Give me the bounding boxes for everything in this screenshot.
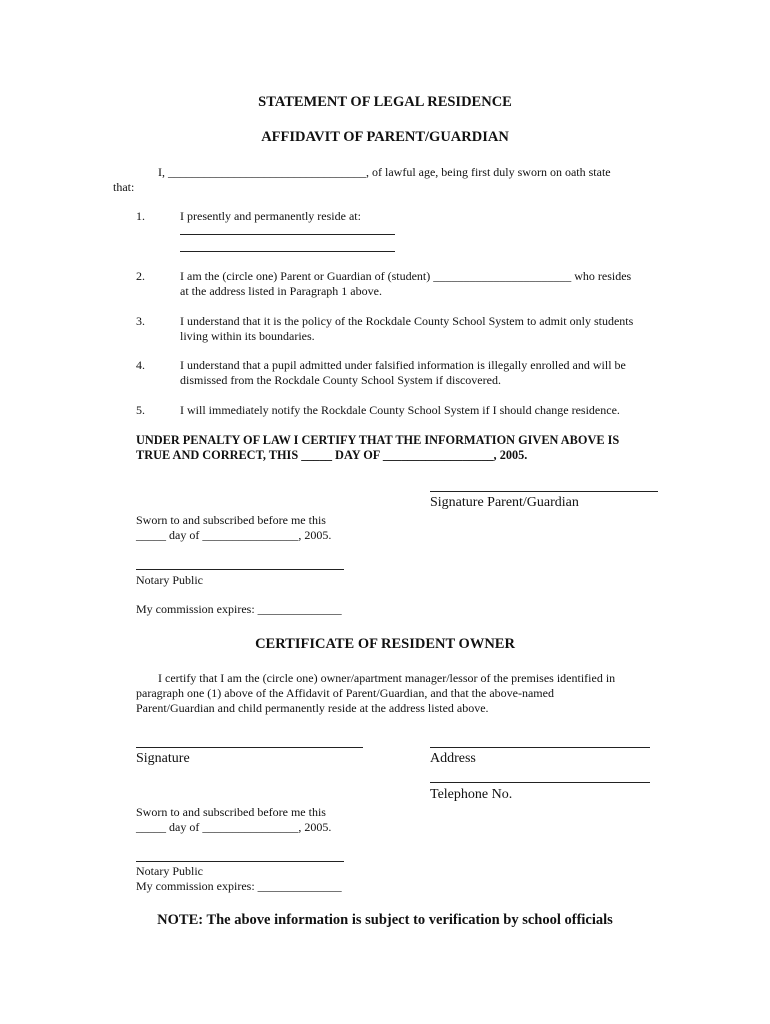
parent-signature-line[interactable] <box>430 491 658 492</box>
certificate-line-3: Parent/Guardian and child permanently reside at the address listed above. <box>136 701 489 715</box>
item-2-text-2: at the address listed in Paragraph 1 above. <box>180 284 382 298</box>
sworn-1-line-2: _____ day of ________________, 2005. <box>136 528 332 542</box>
document-subtitle: AFFIDAVIT OF PARENT/GUARDIAN <box>261 129 509 145</box>
certificate-line-1: I certify that I am the (circle one) owner/apartment manager/lessor of the premises identified in <box>158 671 616 685</box>
item-3-text-1: I understand that it is the policy of the Rockdale County School System to admit only students <box>180 314 634 328</box>
item-4-number: 4. <box>136 358 145 372</box>
address-signature-line[interactable] <box>430 747 650 748</box>
item-5-text: I will immediately notify the Rockdale County School System if I should change residence. <box>180 403 620 417</box>
address-line-2[interactable] <box>180 251 395 252</box>
telephone-label: Telephone No. <box>430 787 513 802</box>
parent-signature-label: Signature Parent/Guardian <box>430 495 579 510</box>
item-4-text-1: I understand that a pupil admitted under falsified information is illegally enrolled and will be <box>180 358 626 372</box>
address-label: Address <box>430 751 476 766</box>
penalty-line-2: TRUE AND CORRECT, THIS _____ DAY OF __________________, 2005. <box>136 448 528 462</box>
commission-2: My commission expires: ______________ <box>136 879 342 893</box>
item-2-text-1: I am the (circle one) Parent or Guardian of (student) _______________________ who resides <box>180 269 632 283</box>
item-4-text-2: dismissed from the Rockdale County School System if discovered. <box>180 373 501 387</box>
address-line-1[interactable] <box>180 234 395 235</box>
owner-signature-line[interactable] <box>136 747 363 748</box>
notary-1-signature-line[interactable] <box>136 569 344 570</box>
item-2-number: 2. <box>136 269 145 283</box>
item-1-number: 1. <box>136 209 145 223</box>
sworn-1-line-1: Sworn to and subscribed before me this <box>136 513 326 527</box>
item-1-text: I presently and permanently reside at: <box>180 209 361 223</box>
notary-2-label: Notary Public <box>136 864 203 878</box>
telephone-line[interactable] <box>430 782 650 783</box>
certificate-line-2: paragraph one (1) above of the Affidavit of Parent/Guardian, and that the above-named <box>136 686 554 700</box>
notary-2-signature-line[interactable] <box>136 861 344 862</box>
penalty-line-1: UNDER PENALTY OF LAW I CERTIFY THAT THE INFORMATION GIVEN ABOVE IS <box>136 433 620 447</box>
sworn-2-line-1: Sworn to and subscribed before me this <box>136 805 326 819</box>
verification-note: NOTE: The above information is subject to verification by school officials <box>157 912 613 928</box>
notary-1-label: Notary Public <box>136 573 203 587</box>
sworn-2-line-2: _____ day of ________________, 2005. <box>136 820 332 834</box>
certificate-title: CERTIFICATE OF RESIDENT OWNER <box>255 636 515 652</box>
document-title: STATEMENT OF LEGAL RESIDENCE <box>258 94 512 110</box>
commission-1: My commission expires: ______________ <box>136 602 342 616</box>
intro-line-2: that: <box>113 180 135 194</box>
item-5-number: 5. <box>136 403 145 417</box>
intro-line-1: I, _________________________________, of lawful age, being first duly sworn on oath state <box>158 165 611 179</box>
item-3-number: 3. <box>136 314 145 328</box>
owner-signature-label: Signature <box>136 751 190 766</box>
item-3-text-2: living within its boundaries. <box>180 329 315 343</box>
